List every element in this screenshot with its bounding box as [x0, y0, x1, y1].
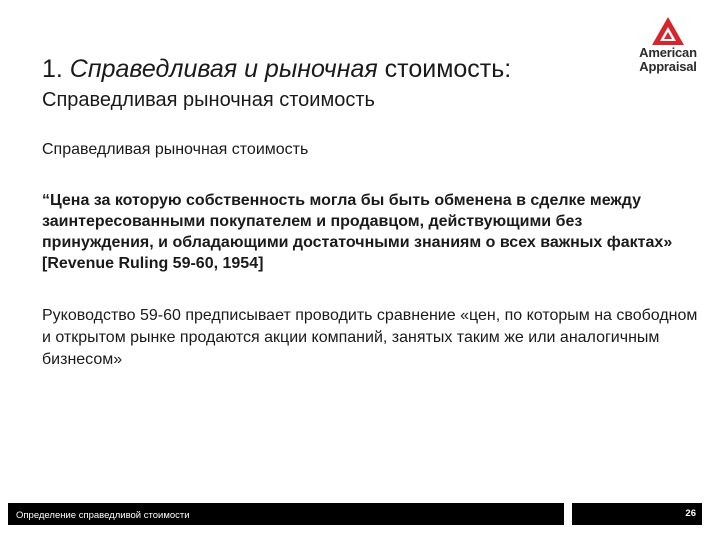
- slide-subtitle: Справедливая рыночная стоимость: [42, 89, 375, 111]
- footer-bar: [8, 503, 564, 525]
- page-number: 26: [685, 508, 696, 519]
- triangle-logo-icon: [651, 16, 685, 46]
- slide-title: [42, 54, 511, 84]
- title-number: 1.: [42, 55, 70, 83]
- body-heading: Справедливая рыночная стоимость: [42, 141, 309, 158]
- logo-line1: American: [639, 45, 697, 60]
- footer-label: Определение справедливой стоимости: [16, 510, 190, 521]
- definition-quote: “Цена за которую собственность могла бы быть обменена в сделке между заинтересованными покупателем и продавцом, действующими без принуждения, и обладающими достаточными знаниям о всех важных фактах» [Revenue Ruling 59-60, 1954]: [42, 192, 673, 272]
- american-appraisal-logo: [628, 16, 708, 80]
- logo-line2: Appraisal: [639, 59, 697, 74]
- title-rest: стоимость:: [377, 55, 512, 83]
- body-paragraph: Руководство 59-60 предписывает проводить сравнение «цен, по которым на свободном и открытом рынке продаются акции компаний, занятых таким же или аналогичным бизнесом»: [42, 307, 698, 368]
- title-italic: Справедливая и рыночная: [69, 55, 378, 83]
- page-number-box: [572, 503, 702, 525]
